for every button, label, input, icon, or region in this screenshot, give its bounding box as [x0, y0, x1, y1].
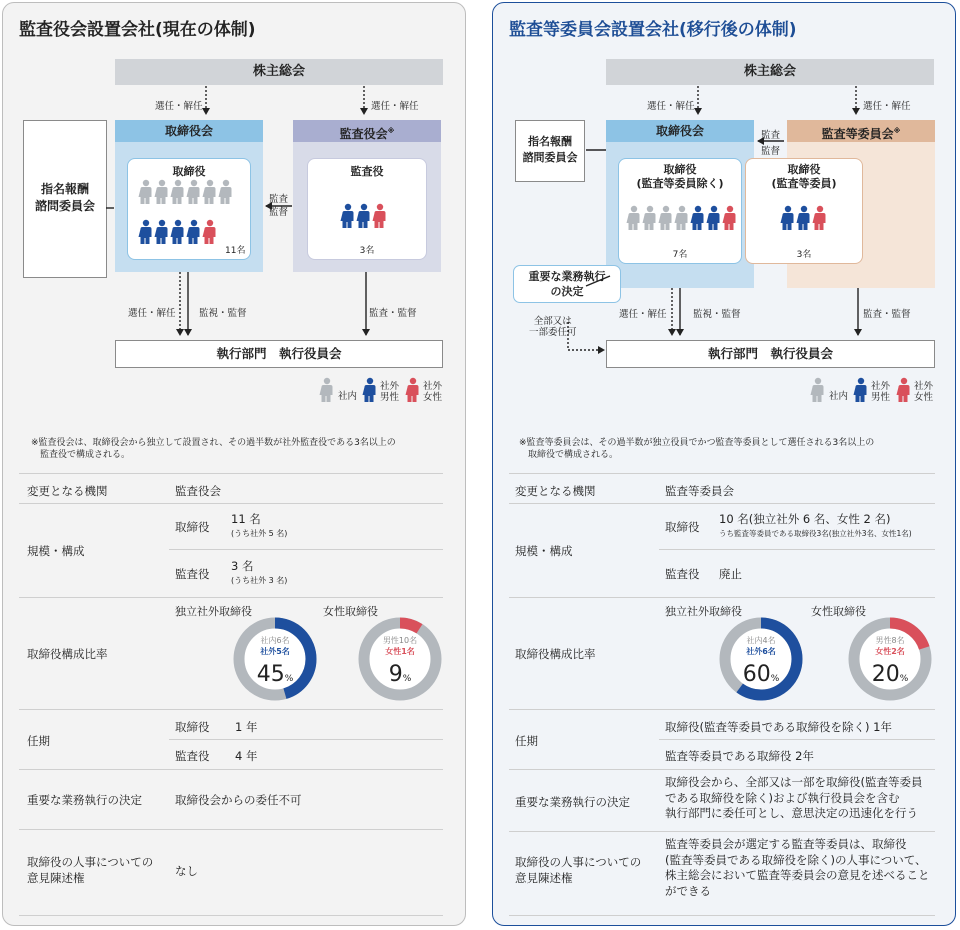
person-icon: [171, 180, 184, 204]
person-icon: [341, 204, 354, 228]
person-icon: [139, 220, 152, 244]
row-label: 重要な業務執行の決定: [27, 793, 142, 807]
donut-label: 男性10名: [382, 636, 418, 645]
auditors-external: (うち社外 3 名): [231, 576, 288, 585]
donut-label: 女性2名: [875, 647, 905, 656]
legend-external-female: 社外 女性: [914, 381, 934, 403]
auditors-title: 監査役: [350, 165, 384, 178]
supervise-label: 監督: [761, 146, 781, 157]
donut-percent: 9%: [388, 662, 412, 687]
donut-title: 女性取締役: [323, 605, 378, 618]
row-value: なし: [175, 864, 198, 878]
donut-label: 社内4名: [746, 636, 776, 645]
person-icon: [627, 206, 640, 230]
directors-total: 11 名: [231, 512, 261, 526]
audit-supervise-label: 監査・監督: [863, 309, 911, 320]
elect-label: 選任・解任: [128, 308, 176, 319]
person-icon: [203, 220, 216, 244]
elect-label: 選任・解任: [647, 101, 695, 112]
directors-title: 取締役: [172, 165, 206, 178]
directors-title: 取締役 (監査等委員除く): [636, 163, 724, 190]
audit-directors-title: 取締役 (監査等委員): [771, 163, 837, 190]
audit-supervise-label: 監査 監督: [269, 194, 289, 218]
audit-board-header: 監査役会※: [293, 120, 441, 142]
monitor-label: 監視・監督: [693, 309, 741, 320]
nomination-label: 指名報酬 諮問委員会: [522, 135, 578, 164]
row-value: 取締役会から、全部又は一部を取締役(監査等委員 である取締役を除く)および執行役員会を含む 執行部門に委任可とし、意思決定の迅速化を行う: [665, 775, 923, 820]
row-label: 取締役構成比率: [515, 647, 596, 661]
person-icon: [659, 206, 672, 230]
directors-detail: うち監査等委員である取締役3名(独立社外3名、女性1名): [719, 529, 912, 538]
people-icons: [139, 180, 910, 402]
sub-label: 監査役: [175, 749, 210, 763]
donut-title: 独立社外取締役: [665, 605, 742, 618]
elect-label: 選任・解任: [619, 309, 667, 320]
delegate-label: 全部又は 一部委任可: [529, 316, 577, 338]
person-icon: [320, 378, 333, 402]
row-label: 変更となる機関: [27, 484, 108, 498]
audit-directors-count: 3名: [796, 250, 812, 260]
donut-charts: [239, 623, 926, 695]
person-icon: [187, 220, 200, 244]
person-icon: [155, 220, 168, 244]
elect-label: 選任・解任: [155, 101, 203, 112]
directors-total: 10 名(独立社外 6 名、女性 2 名): [719, 512, 891, 526]
sub-label: 取締役: [175, 720, 210, 734]
executive-division: 執行部門 執行役員会: [115, 340, 443, 368]
donut-label: 社内6名: [260, 636, 290, 645]
person-icon: [675, 206, 688, 230]
sub-label: 取締役: [175, 520, 210, 534]
donut-label: 社外6名: [746, 647, 776, 656]
term-value: 取締役(監査等委員である取締役を除く) 1年: [665, 720, 892, 734]
person-icon: [854, 378, 867, 402]
legend-external-male: 社外 男性: [380, 381, 400, 403]
board-header: 取締役会: [606, 120, 754, 142]
person-icon: [811, 378, 824, 402]
audit-committee-header: 監査等委員会※: [787, 120, 935, 142]
person-icon: [187, 180, 200, 204]
monitor-label: 監視・監督: [199, 308, 247, 319]
person-icon: [897, 378, 910, 402]
row-value: 監査役会: [175, 484, 221, 498]
elect-label: 選任・解任: [371, 101, 419, 112]
row-label: 取締役の人事についての 意見陳述権: [27, 855, 154, 885]
person-icon: [219, 180, 232, 204]
shareholders-meeting: 株主総会: [115, 59, 443, 85]
row-value: 取締役会からの委任不可: [175, 793, 302, 807]
donut-label: 女性1名: [385, 647, 415, 656]
row-value: 監査等委員会が選定する監査等委員は、取締役 (監査等委員である取締役を除く)の人事について、 株主総会において監査等委員会の意見を述べること ができる: [665, 837, 930, 898]
person-icon: [691, 206, 704, 230]
row-label: 取締役構成比率: [27, 647, 108, 661]
directors-external: (うち社外 5 名): [231, 529, 288, 538]
person-icon: [707, 206, 720, 230]
row-label: 取締役の人事についての 意見陳述権: [515, 855, 642, 885]
executive-division: 執行部門 執行役員会: [606, 340, 935, 368]
donut-percent: 60%: [742, 662, 780, 687]
decision-label: 重要な業務執行 の決定: [528, 270, 606, 298]
legend-external-male: 社外 男性: [871, 381, 891, 403]
left-connectors: [106, 86, 366, 335]
person-icon: [155, 180, 168, 204]
row-label: 変更となる機関: [515, 484, 596, 498]
term-value: 4 年: [235, 749, 258, 763]
person-icon: [373, 204, 386, 228]
donut-label: 男性8名: [875, 636, 905, 645]
person-icon: [203, 180, 216, 204]
donut-title: 独立社外取締役: [175, 605, 252, 618]
donut-title: 女性取締役: [811, 605, 866, 618]
board-header: 取締役会: [115, 120, 263, 142]
person-icon: [643, 206, 656, 230]
footnote: ※監査等委員会は、その過半数が独立役員でかつ監査等委員として選任される3名以上の 取締役で構成される。: [519, 438, 875, 460]
donut-label: 社外5名: [260, 647, 290, 656]
auditors-total: 3 名: [231, 559, 254, 573]
audit-label: 監査: [761, 130, 781, 141]
row-label: 規模・構成: [515, 544, 573, 558]
legend-internal: 社内: [829, 391, 849, 402]
donut-percent: 20%: [871, 662, 909, 687]
person-icon: [406, 378, 419, 402]
row-label: 重要な業務執行の決定: [515, 795, 630, 809]
row-label: 規模・構成: [27, 544, 85, 558]
footnote: ※監査役会は、取締役会から独立して設置され、その過半数が社外監査役である3名以上の 監査役で構成される。: [31, 438, 396, 460]
person-icon: [813, 206, 826, 230]
person-icon: [139, 180, 152, 204]
panel-title: 監査等委員会設置会社(移行後の体制): [509, 20, 797, 40]
legend-internal: 社内: [338, 391, 358, 402]
audit-supervise-label: 監査・監督: [369, 308, 417, 319]
donut-percent: 45%: [256, 662, 294, 687]
directors-count: 11名: [225, 246, 246, 256]
shareholders-meeting: 株主総会: [606, 59, 934, 85]
directors-count: 7名: [672, 250, 688, 260]
panel-title: 監査役会設置会社(現在の体制): [19, 20, 256, 40]
row-value: 監査等委員会: [665, 484, 734, 498]
legend-external-female: 社外 女性: [423, 381, 443, 403]
row-label: 任期: [515, 734, 538, 748]
auditors-count: 3名: [359, 246, 375, 256]
person-icon: [171, 220, 184, 244]
auditors-value: 廃止: [719, 567, 742, 581]
term-value: 監査等委員である取締役 2年: [665, 749, 814, 763]
sub-label: 監査役: [175, 567, 210, 581]
row-label: 任期: [27, 734, 50, 748]
person-icon: [363, 378, 376, 402]
elect-label: 選任・解任: [863, 101, 911, 112]
term-value: 1 年: [235, 720, 258, 734]
sub-label: 取締役: [665, 520, 700, 534]
person-icon: [357, 204, 370, 228]
nomination-label: 指名報酬 諮問委員会: [34, 182, 95, 213]
sub-label: 監査役: [665, 567, 700, 581]
person-icon: [723, 206, 736, 230]
person-icon: [781, 206, 794, 230]
person-icon: [797, 206, 810, 230]
